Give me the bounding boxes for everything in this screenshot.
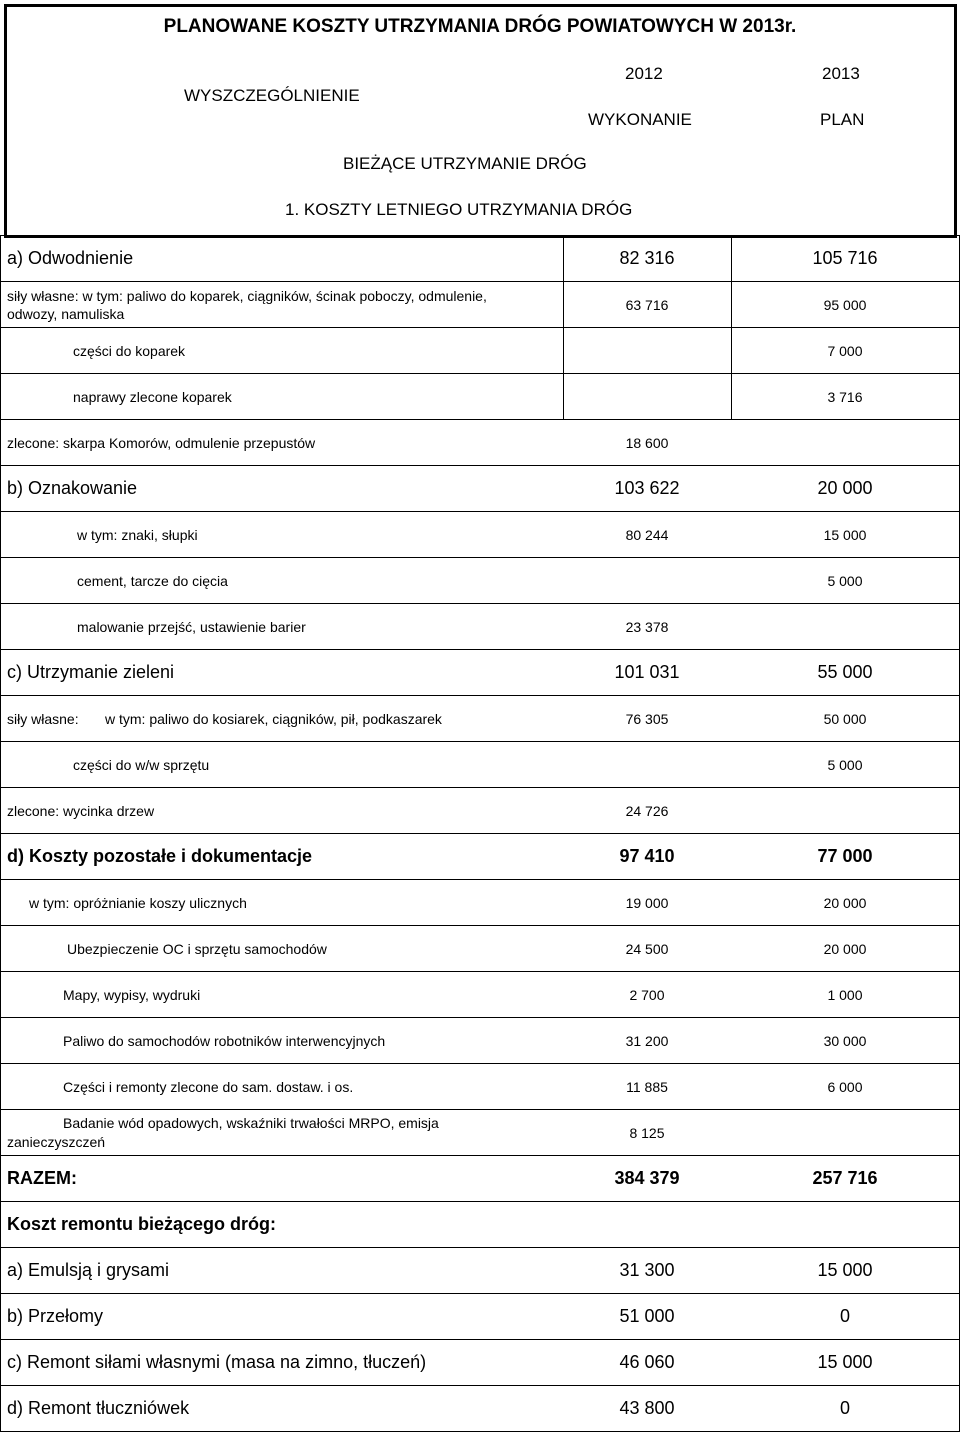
value-2012: 384 379 bbox=[614, 1168, 680, 1188]
table-row bbox=[1, 833, 959, 879]
year-2013-sublabel: PLAN bbox=[820, 110, 865, 129]
table-row bbox=[1, 695, 959, 741]
row-label-line2: zanieczyszczeń bbox=[7, 1134, 106, 1150]
value-2013: 6 000 bbox=[827, 1078, 863, 1095]
table-row bbox=[1, 235, 959, 281]
column-label-wyszczegolnienie: WYSZCZEGÓLNIENIE bbox=[184, 86, 360, 105]
table-row bbox=[1, 879, 959, 925]
value-2013: 1 000 bbox=[827, 986, 863, 1003]
value-2013: 15 000 bbox=[817, 1352, 873, 1372]
value-2012 bbox=[563, 558, 731, 603]
row-label: b) Przełomy bbox=[7, 1306, 104, 1326]
row-label: Części i remonty zlecone do sam. dostaw. i os. bbox=[63, 1078, 354, 1095]
value-2012: 31 200 bbox=[625, 1032, 669, 1049]
value-2013: 5 000 bbox=[827, 572, 863, 589]
value-2012: 97 410 bbox=[619, 846, 675, 866]
table-row bbox=[1, 1385, 959, 1431]
value-2012 bbox=[563, 1202, 731, 1247]
value-2013: 7 000 bbox=[827, 342, 863, 359]
table-row bbox=[1, 1017, 959, 1063]
table-row bbox=[1, 511, 959, 557]
value-2012: 31 300 bbox=[619, 1260, 675, 1280]
value-2013 bbox=[731, 604, 959, 649]
row-label: naprawy zlecone koparek bbox=[73, 388, 232, 405]
value-2013: 30 000 bbox=[823, 1032, 867, 1049]
row-label: części do w/w sprzętu bbox=[73, 756, 210, 773]
row-label: części do koparek bbox=[73, 342, 186, 359]
value-2012: 46 060 bbox=[619, 1352, 675, 1372]
table-row bbox=[1, 971, 959, 1017]
value-2013: 20 000 bbox=[823, 940, 867, 957]
value-2013 bbox=[731, 1110, 959, 1155]
row-label-line1: siły własne: w tym: paliwo do koparek, ciągników, ścinak poboczy, odmulenie, bbox=[7, 288, 487, 304]
value-2012: 18 600 bbox=[625, 434, 669, 451]
value-2013: 20 000 bbox=[817, 478, 873, 498]
table-row bbox=[1, 1201, 959, 1247]
section-heading: BIEŻĄCE UTRZYMANIE DRÓG bbox=[343, 154, 587, 173]
value-2013: 20 000 bbox=[823, 894, 867, 911]
row-label: cement, tarcze do cięcia bbox=[77, 572, 228, 589]
value-2012 bbox=[563, 328, 731, 373]
table-row bbox=[1, 419, 959, 465]
value-2012: 8 125 bbox=[629, 1124, 665, 1141]
row-label: RAZEM: bbox=[7, 1168, 77, 1188]
year-2012-sublabel: WYKONANIE bbox=[588, 110, 692, 129]
value-2013: 0 bbox=[839, 1306, 850, 1326]
value-2013: 257 716 bbox=[812, 1168, 878, 1188]
row-label: a) Odwodnienie bbox=[7, 248, 134, 268]
total-row bbox=[1, 1155, 959, 1201]
table-row bbox=[1, 603, 959, 649]
subsection-heading: 1. KOSZTY LETNIEGO UTRZYMANIA DRÓG bbox=[285, 200, 633, 219]
value-2012: 101 031 bbox=[614, 662, 680, 682]
value-2012: 80 244 bbox=[625, 526, 669, 543]
table-row bbox=[1, 557, 959, 603]
value-2013: 5 000 bbox=[827, 756, 863, 773]
row-label: w tym: opróżnianie koszy ulicznych bbox=[29, 894, 247, 911]
row-label: d) Koszty pozostałe i dokumentacje bbox=[7, 846, 313, 866]
value-2012: 19 000 bbox=[625, 894, 669, 911]
value-2013: 15 000 bbox=[823, 526, 867, 543]
table-row bbox=[1, 787, 959, 833]
table-row bbox=[1, 1339, 959, 1385]
value-2012: 103 622 bbox=[614, 478, 680, 498]
value-2013 bbox=[731, 788, 959, 833]
row-label: d) Remont tłuczniówek bbox=[7, 1398, 190, 1418]
value-2013: 95 000 bbox=[823, 296, 867, 313]
value-2012 bbox=[563, 742, 731, 787]
table-row bbox=[1, 741, 959, 787]
value-2012: 51 000 bbox=[619, 1306, 675, 1326]
table-row bbox=[1, 1247, 959, 1293]
row-label: zlecone: skarpa Komorów, odmulenie przepustów bbox=[7, 434, 316, 451]
row-label-line1: Badanie wód opadowych, wskaźniki trwałości MRPO, emisja bbox=[63, 1115, 439, 1131]
value-2012: 82 316 bbox=[619, 248, 675, 268]
row-label: malowanie przejść, ustawienie barier bbox=[77, 618, 306, 635]
table-row bbox=[1, 1293, 959, 1339]
value-2013: 3 716 bbox=[827, 388, 863, 405]
table-row bbox=[1, 373, 959, 419]
table-row bbox=[1, 327, 959, 373]
cost-table bbox=[0, 235, 960, 1432]
table-row bbox=[1, 465, 959, 511]
table-row bbox=[1, 925, 959, 971]
row-label: Mapy, wypisy, wydruki bbox=[63, 986, 201, 1003]
row-label: Paliwo do samochodów robotników interwencyjnych bbox=[63, 1032, 386, 1049]
value-2012: 2 700 bbox=[629, 986, 665, 1003]
value-2013 bbox=[731, 420, 959, 465]
row-label: c) Utrzymanie zieleni bbox=[7, 662, 175, 682]
table-row bbox=[1, 1063, 959, 1109]
value-2012: 24 726 bbox=[625, 802, 669, 819]
row-label: a) Emulsją i grysami bbox=[7, 1260, 170, 1280]
value-2013: 15 000 bbox=[817, 1260, 873, 1280]
value-2012: 24 500 bbox=[625, 940, 669, 957]
value-2013: 77 000 bbox=[817, 846, 873, 866]
value-2013: 50 000 bbox=[823, 710, 867, 727]
row-label: zlecone: wycinka drzew bbox=[7, 802, 155, 819]
value-2013: 0 bbox=[839, 1398, 850, 1418]
table-row bbox=[1, 1109, 959, 1155]
value-2012: 11 885 bbox=[626, 1078, 668, 1095]
row-label: Ubezpieczenie OC i sprzętu samochodów bbox=[67, 940, 327, 957]
value-2012: 63 716 bbox=[625, 296, 669, 313]
year-2013-label: 2013 bbox=[822, 64, 860, 83]
row-label-group: siły własne: bbox=[7, 710, 79, 727]
value-2013 bbox=[731, 1202, 959, 1247]
value-2012: 43 800 bbox=[619, 1398, 675, 1418]
table-row bbox=[1, 649, 959, 695]
row-label: b) Oznakowanie bbox=[7, 478, 138, 498]
page-title: PLANOWANE KOSZTY UTRZYMANIA DRÓG POWIATOWYCH W 2013r. bbox=[163, 16, 797, 37]
row-label: Koszt remontu bieżącego dróg: bbox=[7, 1214, 277, 1234]
table-row bbox=[1, 281, 959, 327]
row-label: c) Remont siłami własnymi (masa na zimno, tłuczeń) bbox=[7, 1352, 427, 1372]
value-2012: 76 305 bbox=[625, 710, 669, 727]
value-2012 bbox=[563, 374, 731, 419]
row-label: w tym: znaki, słupki bbox=[77, 526, 198, 543]
row-label-line2: odwozy, namuliska bbox=[7, 306, 125, 322]
value-2012: 23 378 bbox=[625, 618, 669, 635]
row-label: w tym: paliwo do kosiarek, ciągników, pił, podkaszarek bbox=[105, 710, 442, 727]
value-2013: 105 716 bbox=[812, 248, 878, 268]
value-2013: 55 000 bbox=[817, 662, 873, 682]
year-2012-label: 2012 bbox=[625, 64, 663, 83]
